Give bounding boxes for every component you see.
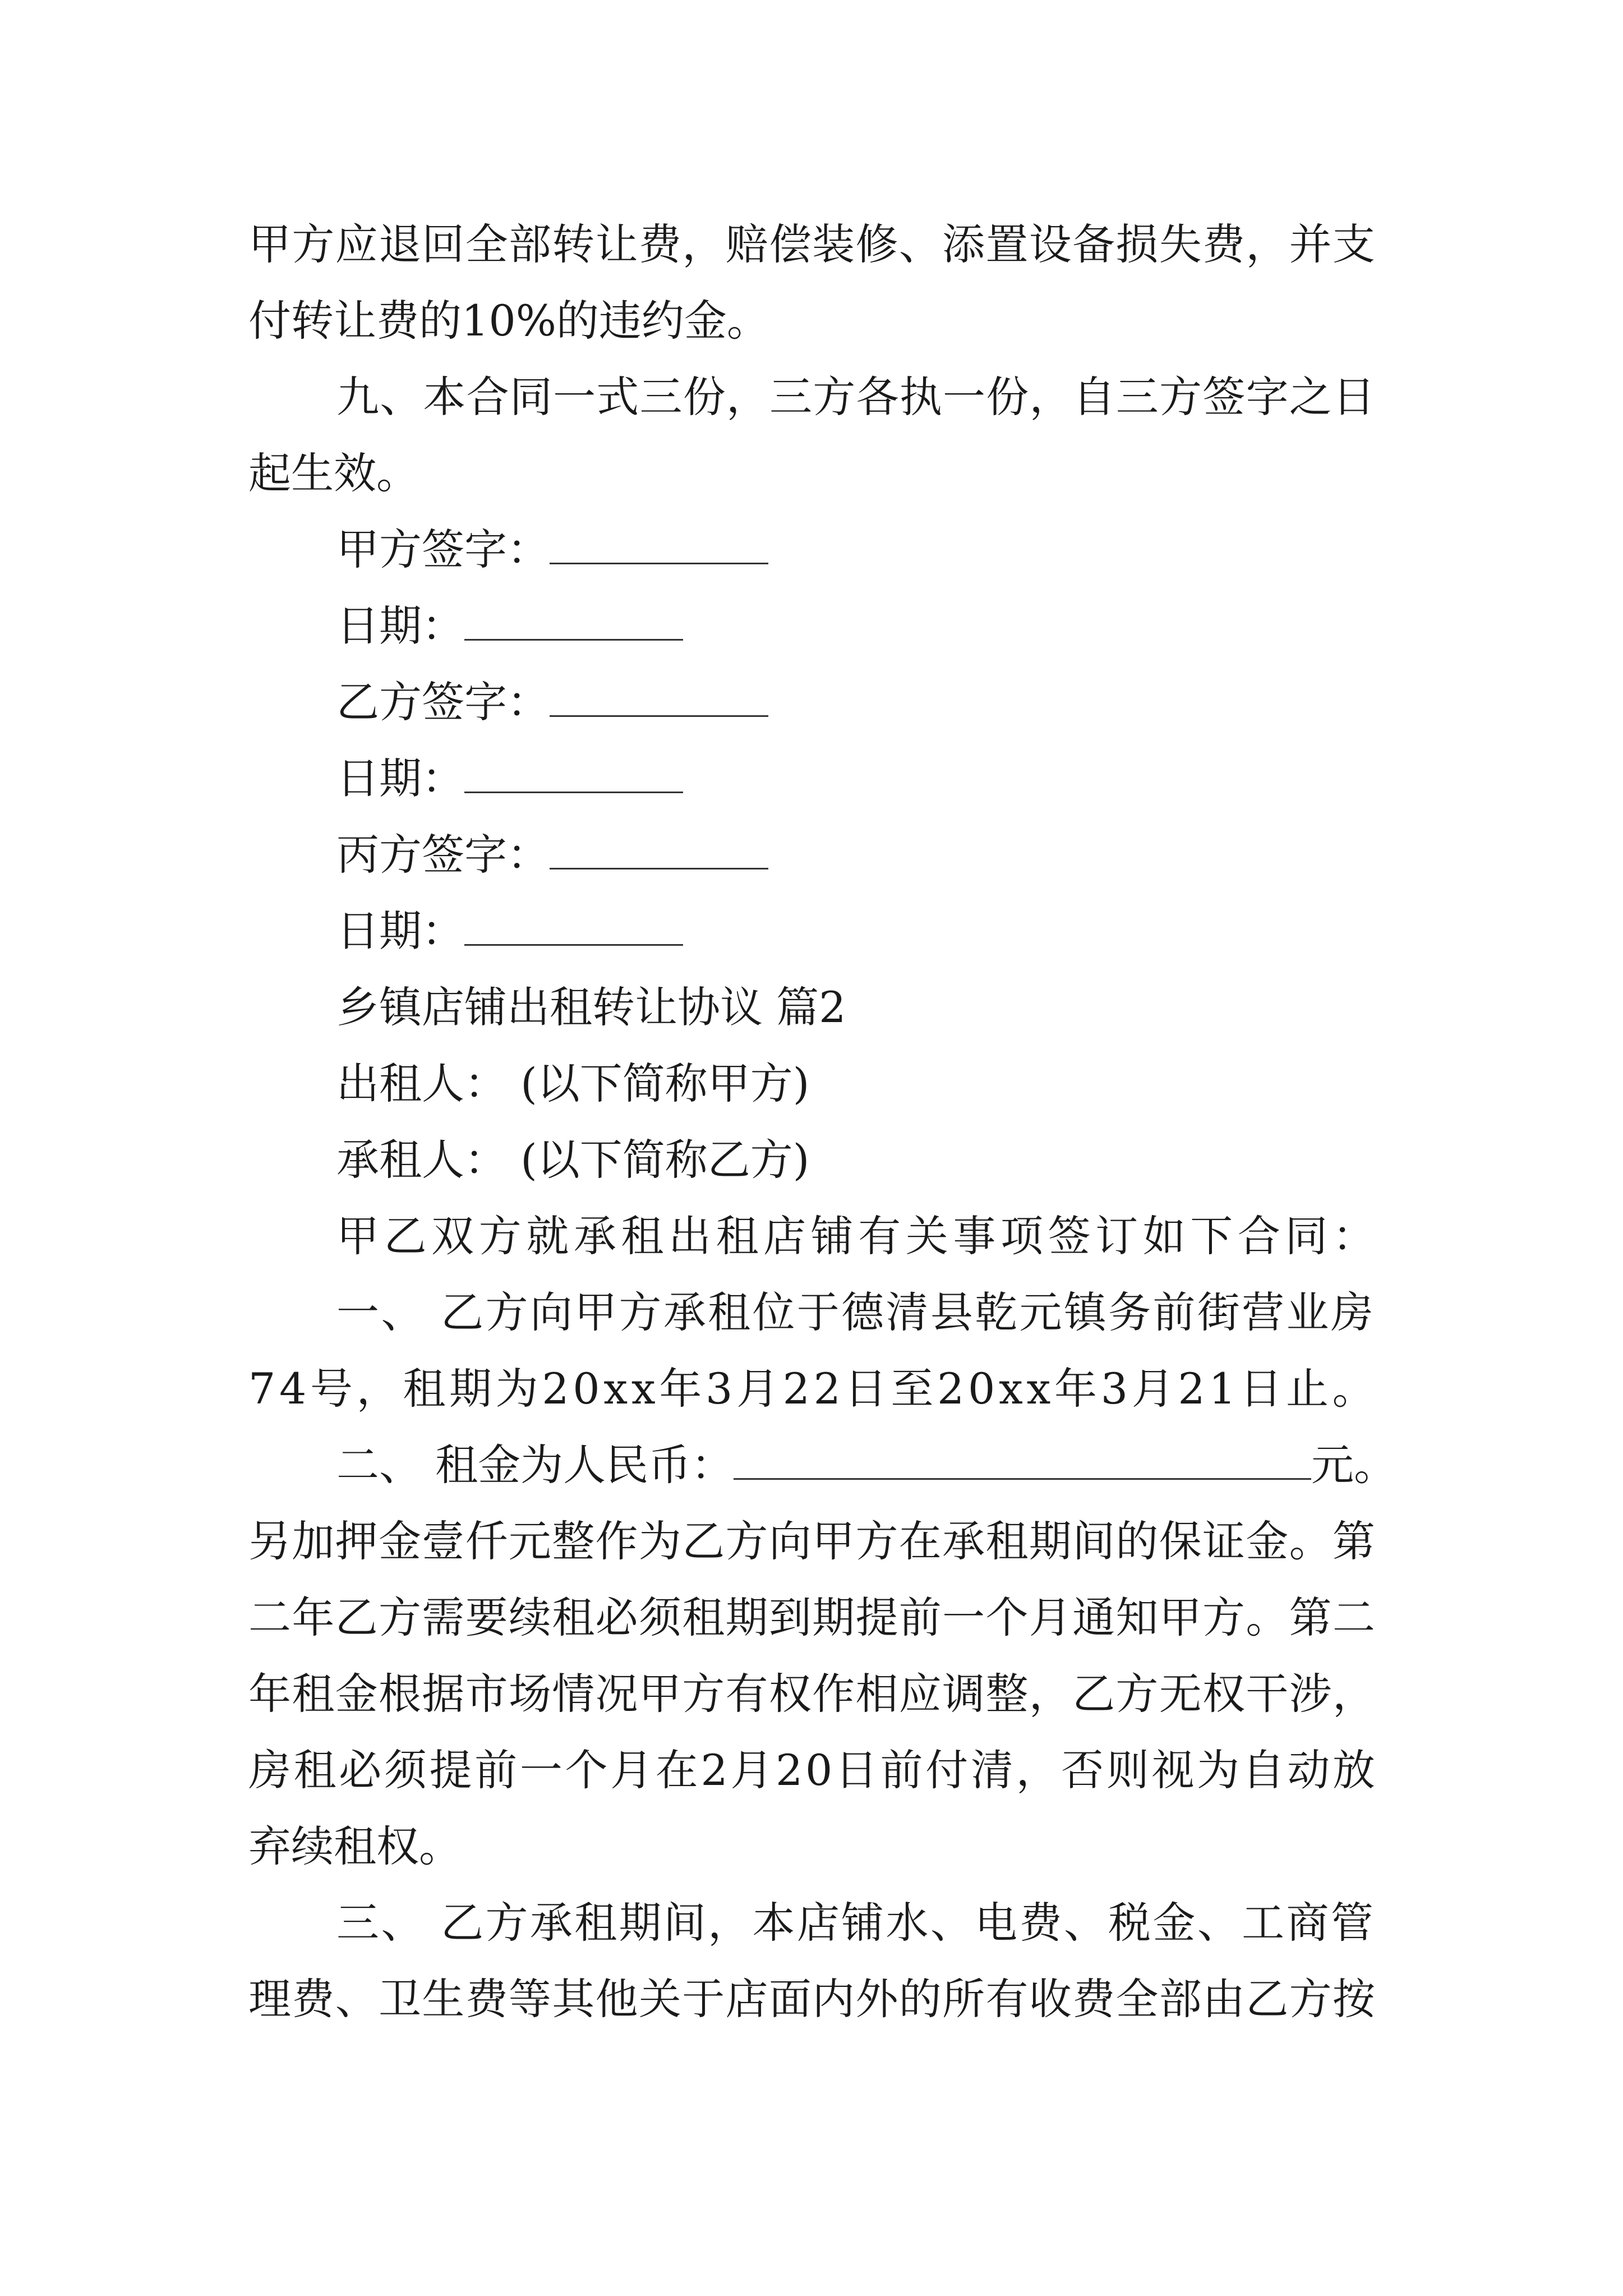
rent-label: 二、 租金为人民币：: [336, 1440, 734, 1490]
rent-amount-blank[interactable]: [734, 1443, 1311, 1480]
paragraph-line: 甲方应退回全部转让费，赔偿装修、添置设备损失费，并支: [248, 219, 1376, 269]
paragraph-line: 起生效。: [248, 448, 419, 498]
date-label: 日期：: [336, 906, 464, 956]
clause-2-rent-line: [336, 1437, 1396, 1493]
signature-label: 丙方签字：: [336, 830, 550, 880]
signature-blank[interactable]: [550, 833, 768, 869]
paragraph-line: 付转让费的10%的违约金。: [248, 296, 769, 346]
date-party-b: [336, 751, 683, 807]
date-party-a: [336, 598, 683, 654]
signature-label: 乙方签字：: [336, 677, 550, 727]
clause-2-line: 年租金根据市场情况甲方有权作相应调整，乙方无权干涉，: [248, 1669, 1376, 1719]
clause-2-line: 弃续租权。: [248, 1821, 462, 1871]
rent-unit: 元。: [1311, 1440, 1397, 1490]
clause-2-line: 二年乙方需要续租必须租期到期提前一个月通知甲方。第二: [248, 1593, 1376, 1642]
clause-3-line: 三、 乙方承租期间，本店铺水、电费、税金、工商管: [336, 1898, 1376, 1948]
date-party-c: [336, 903, 683, 959]
date-blank[interactable]: [464, 604, 683, 641]
signature-party-b: [336, 674, 768, 730]
clause-2-line: 房租必须提前一个月在2月20日前付清，否则视为自动放: [248, 1745, 1378, 1795]
paragraph-line: 九、本合同一式三份，三方各执一份，自三方签字之日: [336, 372, 1376, 422]
clause-3-line: 理费、卫生费等其他关于店面内外的所有收费全部由乙方按: [248, 1974, 1376, 2024]
intro-line: 甲乙双方就承租出租店铺有关事项签订如下合同：: [336, 1211, 1380, 1261]
lessee-line: 承租人： (以下简称乙方): [336, 1135, 810, 1185]
signature-party-c: [336, 827, 768, 883]
signature-party-a: [336, 522, 768, 578]
lessor-line: 出租人： (以下简称甲方): [336, 1059, 810, 1108]
signature-label: 甲方签字：: [336, 524, 550, 574]
signature-blank[interactable]: [550, 680, 768, 717]
date-label: 日期：: [336, 601, 464, 651]
section-title: 乡镇店铺出租转让协议 篇2: [336, 982, 846, 1032]
clause-1-line: 一、 乙方向甲方承租位于德清县乾元镇务前街营业房: [336, 1287, 1376, 1337]
date-blank[interactable]: [464, 757, 683, 793]
clause-1-line: 74号，租期为20xx年3月22日至20xx年3月21日止。: [248, 1364, 1379, 1414]
date-label: 日期：: [336, 753, 464, 803]
clause-2-line: 另加押金壹仟元整作为乙方向甲方在承租期间的保证金。第: [248, 1516, 1376, 1566]
date-blank[interactable]: [464, 909, 683, 946]
signature-blank[interactable]: [550, 528, 768, 564]
